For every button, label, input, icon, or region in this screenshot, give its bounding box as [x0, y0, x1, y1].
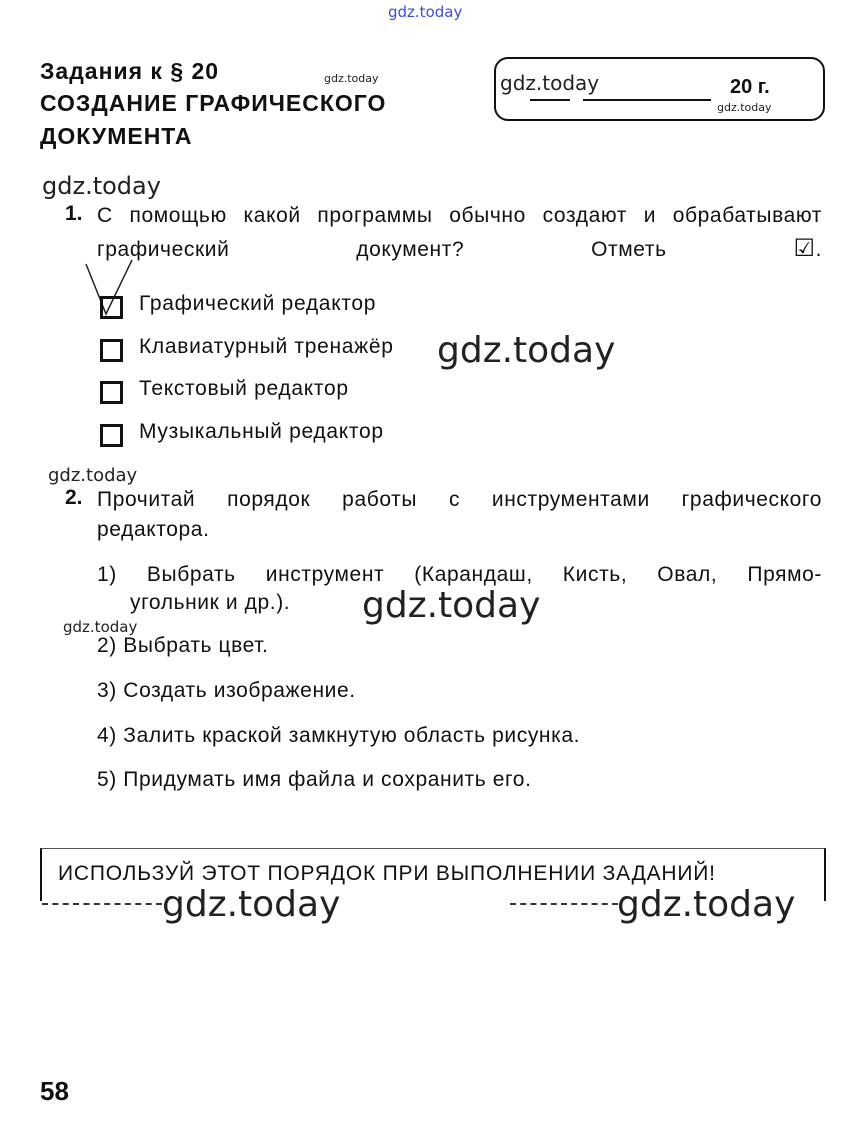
section-title: Задания к § 20: [40, 58, 220, 84]
step-4: 4) Залить краской замкнутую область рисунка.: [97, 724, 581, 747]
date-line-month: [583, 99, 711, 101]
option-label-music-editor: Музыкальный редактор: [139, 420, 384, 443]
watermark-small: gdz.today: [63, 618, 138, 636]
option-label-keyboard-trainer: Клавиатурный тренажёр: [139, 335, 394, 358]
notice-dashed-line: [510, 903, 618, 905]
option-checkbox-keyboard-trainer[interactable]: [100, 339, 123, 362]
task1-question: [97, 199, 822, 266]
page-number: 58: [40, 1076, 69, 1106]
task2-intro-line2: редактора.: [97, 518, 210, 541]
checkbox-symbol-icon: ☑: [793, 234, 816, 262]
watermark-top: gdz.today: [388, 3, 463, 21]
task1-period: .: [815, 238, 822, 261]
watermark-large: gdz.today: [617, 884, 796, 925]
watermark-medium: gdz.today: [42, 172, 161, 200]
watermark-date-box: gdz.today: [500, 71, 600, 95]
option-checkbox-graphic-editor[interactable]: [100, 296, 123, 319]
option-checkbox-text-editor[interactable]: [100, 381, 123, 404]
notice-dashed-line: [42, 903, 162, 905]
watermark-large: gdz.today: [437, 330, 616, 371]
topic-title-line1: СОЗДАНИЕ ГРАФИЧЕСКОГО: [40, 90, 387, 116]
step-1-line2: угольник и др.).: [130, 591, 291, 614]
watermark-large: gdz.today: [362, 585, 541, 626]
step-5: 5) Придумать имя файла и сохранить его.: [97, 768, 532, 791]
date-year-label: 20 г.: [730, 76, 770, 98]
task1-number: 1.: [65, 202, 83, 225]
watermark-small: gdz.today: [324, 72, 379, 85]
option-label-text-editor: Текстовый редактор: [139, 377, 349, 400]
task1-question-text: С помощью какой программы обычно создают и обрабатывают графический документ? Отметь: [97, 204, 822, 261]
step-2: 2) Выбрать цвет.: [97, 634, 269, 657]
task2-number: 2.: [65, 486, 83, 509]
notice-text: ИСПОЛЬЗУЙ ЭТОТ ПОРЯДОК ПРИ ВЫПОЛНЕНИИ ЗАДАНИЙ!: [58, 862, 716, 885]
step-3: 3) Создать изображение.: [97, 679, 356, 702]
step-1-line1: 1) Выбрать инструмент (Карандаш, Кисть, Овал, Прямо-: [97, 563, 822, 586]
option-label-graphic-editor: Графический редактор: [139, 292, 377, 315]
watermark-medium: gdz.today: [48, 465, 138, 486]
task2-intro-line1: Прочитай порядок работы с инструментами графического: [97, 488, 822, 511]
watermark-large: gdz.today: [162, 884, 341, 925]
option-checkbox-music-editor[interactable]: [100, 424, 123, 447]
date-line-day: [530, 99, 570, 101]
topic-title-line2: ДОКУМЕНТА: [40, 123, 193, 149]
watermark-small: gdz.today: [717, 101, 772, 114]
